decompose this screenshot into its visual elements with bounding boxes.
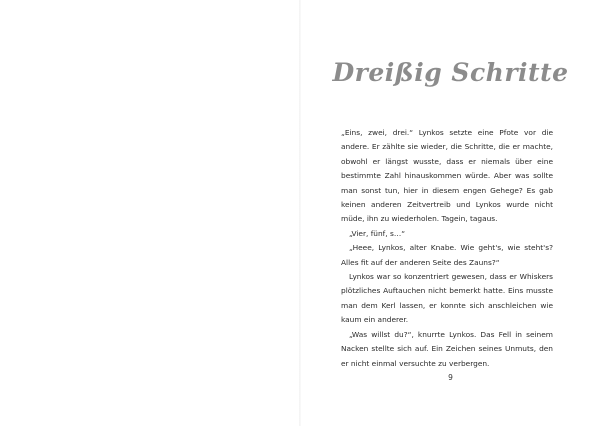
paragraph-1: „Eins, zwei, drei.“ Lynkos setzte eine Pfote vor die andere. Er zählte sie wieder, die Schritte, die er machte, obwohl er längst wusste, dass er niemals über eine bestimmte Zahl hinauskommen würde. Aber was sollte man sonst tun, hier in diesem engen Gehege? Es gab keinen anderen Zeitvertreib und Lynkos wurde nicht müde, ihn zu wiederholen. Tagein, tagaus.	[341, 128, 553, 224]
paragraph-5: „Was willst du?“, knurrte Lynkos. Das Fell in seinem Nacken stellte sich auf. Ein Zeichen seines Unmuts, den er nicht einmal versuchte zu verbergen.	[341, 329, 553, 368]
right-page	[301, 0, 600, 426]
paragraph-2: „Vier, fünf, s…“	[349, 228, 406, 238]
paragraph-3: „Heee, Lynkos, alter Knabe. Wie geht's, wie steht's? Alles fit auf der anderen Seite des Zauns?“	[341, 243, 553, 267]
chapter-title: Dreißig Schritte	[332, 58, 569, 87]
paragraph-4: Lynkos war so konzentriert gewesen, dass er Whiskers plötzliches Auftauchen nicht bemerkt hatte. Eins musste man dem Kerl lassen, er konnte sich anschleichen wie kaum ein anderer.	[341, 272, 553, 325]
page-number: 9	[448, 373, 453, 382]
chapter-body-text	[341, 126, 553, 371]
